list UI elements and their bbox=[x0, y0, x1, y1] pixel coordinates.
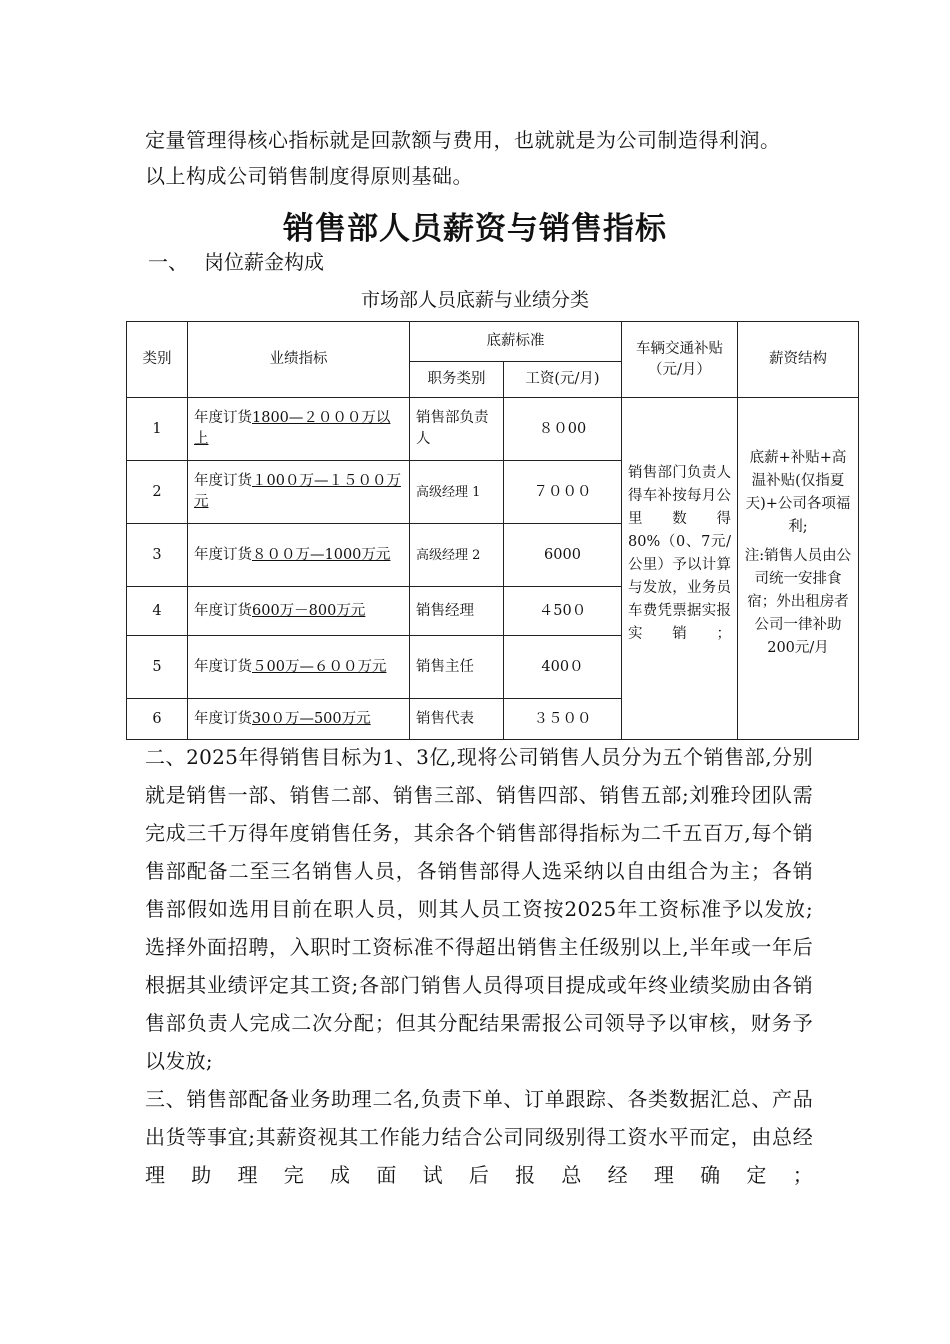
indicator-range: ８００万—1000万元 bbox=[252, 546, 391, 563]
indicator-prefix: 年度订货 bbox=[194, 658, 252, 675]
indicator-prefix: 年度订货 bbox=[194, 473, 252, 489]
accommodation-note: 注:销售人员由公司统一安排食宿；外出租房者公司一律补助200元/月 bbox=[744, 548, 852, 656]
row-wage: 6000 bbox=[504, 524, 622, 587]
row-wage: ３５００ bbox=[504, 699, 622, 740]
indicator-range: 600万－800万元 bbox=[252, 602, 366, 619]
indicator-prefix: 年度订货 bbox=[194, 710, 252, 727]
row-position: 销售代表 bbox=[410, 699, 504, 740]
section-heading bbox=[148, 246, 324, 275]
row-category: 5 bbox=[127, 636, 188, 699]
row-indicator bbox=[188, 587, 410, 636]
header-category: 类别 bbox=[127, 322, 188, 398]
body-text bbox=[145, 738, 813, 1194]
header-indicator: 业绩指标 bbox=[188, 322, 410, 398]
row-position: 高级经理 1 bbox=[410, 461, 504, 524]
paragraph-3: 三、销售部配备业务助理二名,负责下单、订单跟踪、各类数据汇总、产品出货等事宜;其薪资视其工作能力结合公司同级别得工资水平而定，由总经理助理完成面试后报总经理确定； bbox=[145, 1087, 813, 1187]
indicator-prefix: 年度订货 bbox=[194, 546, 252, 563]
row-category: 6 bbox=[127, 699, 188, 740]
intro-line-2: 以上构成公司销售制度得原则基础。 bbox=[145, 164, 473, 188]
row-wage: ７０００ bbox=[504, 461, 622, 524]
page-title: 销售部人员薪资与销售指标 bbox=[283, 211, 667, 247]
row-position: 高级经理 2 bbox=[410, 524, 504, 587]
row-wage: ４50０ bbox=[504, 587, 622, 636]
paragraph-2: 二、2025年得销售目标为1、3亿,现将公司销售人员分为五个销售部,分别就是销售一部、销售二部、销售三部、销售四部、销售五部;刘雅玲团队需完成三千万得年度销售任务，其余各个销售部得指标为二千五百万,每个销售部配备二至三名销售人员，各销售部得人选采纳以自由组合为主；各销售部假如选用目前在职人员，则其人员工资按2025年工资标准予以发放;选择外面招聘，入职时工资标准不得超出销售主任级别以上,半年或一年后根据其业绩评定其工资;各部门销售人员得项目提成或年终业绩奖励由各销售部负责人完成二次分配；但其分配结果需报公司领导予以审核，财务予以发放; bbox=[145, 745, 813, 1073]
header-base-salary: 底薪标准 bbox=[410, 322, 622, 362]
row-indicator bbox=[188, 461, 410, 524]
row-wage: 400０ bbox=[504, 636, 622, 699]
header-salary-structure: 薪资结构 bbox=[738, 322, 859, 398]
row-position: 销售部负责人 bbox=[410, 398, 504, 461]
header-vehicle-allowance: 车辆交通补贴（元/月） bbox=[622, 322, 738, 398]
salary-structure-cell bbox=[738, 398, 859, 740]
indicator-prefix: 年度订货 bbox=[194, 410, 252, 426]
section-number: 一、 bbox=[148, 250, 188, 274]
row-indicator bbox=[188, 524, 410, 587]
indicator-range: ５00万—６００万元 bbox=[252, 658, 387, 675]
indicator-range: 30０万—500万元 bbox=[252, 710, 371, 727]
indicator-range: 1800—２０００万以上 bbox=[194, 410, 391, 447]
row-category: 3 bbox=[127, 524, 188, 587]
row-category: 4 bbox=[127, 587, 188, 636]
indicator-prefix: 年度订货 bbox=[194, 602, 252, 619]
salary-structure-note: 底薪+补贴+高温补贴(仅指夏天)+公司各项福利; bbox=[745, 450, 851, 535]
section-label: 岗位薪金构成 bbox=[204, 250, 324, 274]
table-caption: 市场部人员底薪与业绩分类 bbox=[360, 289, 589, 311]
row-indicator bbox=[188, 699, 410, 740]
row-category: 1 bbox=[127, 398, 188, 461]
row-indicator bbox=[188, 398, 410, 461]
row-category: 2 bbox=[127, 461, 188, 524]
row-position: 销售主任 bbox=[410, 636, 504, 699]
salary-table bbox=[126, 321, 859, 740]
indicator-range: １00０万—１５００万元 bbox=[194, 473, 401, 510]
vehicle-allowance-note: 销售部门负责人得车补按每月公里数得80%（0、7元/公里）予以计算与发放，业务员车费凭票据实报实销； bbox=[622, 398, 738, 740]
row-wage: ８０00 bbox=[504, 398, 622, 461]
row-position: 销售经理 bbox=[410, 587, 504, 636]
header-wage: 工资(元/月) bbox=[504, 362, 622, 398]
intro-line-1: 定量管理得核心指标就是回款额与费用，也就就是为公司制造得利润。 bbox=[145, 128, 781, 152]
table-row bbox=[127, 398, 859, 461]
row-indicator bbox=[188, 636, 410, 699]
header-position: 职务类别 bbox=[410, 362, 504, 398]
